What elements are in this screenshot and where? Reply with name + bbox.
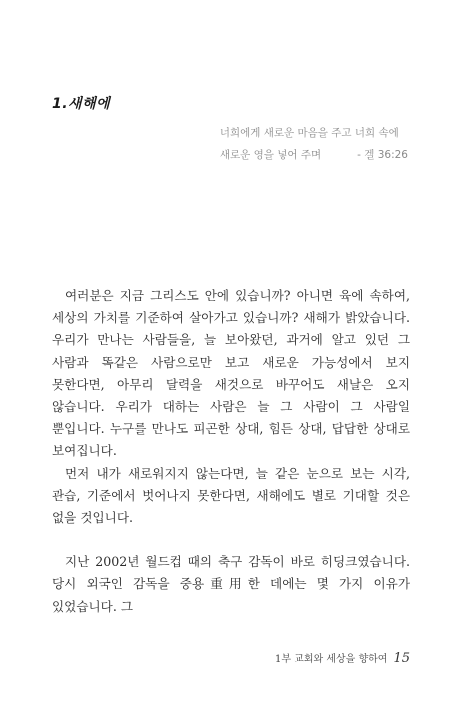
body-text <box>52 285 410 618</box>
epigraph-line-2 <box>220 144 408 166</box>
paragraph-3: 지난 2002년 월드컵 때의 축구 감독이 바로 히딩크였습니다. 당시 외국인 감독을 중용重用한 데에는 몇 가지 이유가 있었습니다. 그 <box>52 554 410 614</box>
paragraph-2: 먼저 내가 새로워지지 않는다면, 늘 같은 눈으로 보는 시각, 관습, 기준에서 벗어나지 못한다면, 새해에도 별로 기대할 것은 없을 것입니다. <box>52 465 410 526</box>
chapter-title: 1.새해에 <box>52 96 111 112</box>
epigraph <box>220 122 408 166</box>
page-footer <box>275 650 410 666</box>
epigraph-reference: - 겔 36:26 <box>357 149 408 161</box>
epigraph-line-1: 너희에게 새로운 마음을 주고 너희 속에 <box>219 127 399 139</box>
paragraph-1: 여러분은 지금 그리스도 안에 있습니까? 아니면 육에 속하여, 세상의 가치를 기준하여 살아가고 있습니까? 새해가 밝았습니다. 우리가 만나는 사람들을, 늘 보아왔던, 과거에 알고 있던 그 사람과 똑같은 사람으로만 보고 새로운 가능성에서 보지 못한다면, 아무리 달력을 새것으로 바꾸어도 새날은 오지 않습니다. 우리가 대하는 사람은 늘 그 사람이 그 사람일 뿐입니다. 누구를 만나도 피곤한 상대, 힘든 상대, 답답한 상대로 보여집니다. <box>52 288 410 459</box>
footer-section-title: 1부 교회와 세상을 향하여 <box>274 654 388 665</box>
epigraph-line-2-text: 새로운 영을 넣어 주며 <box>219 149 322 161</box>
page-number: 15 <box>393 651 410 666</box>
